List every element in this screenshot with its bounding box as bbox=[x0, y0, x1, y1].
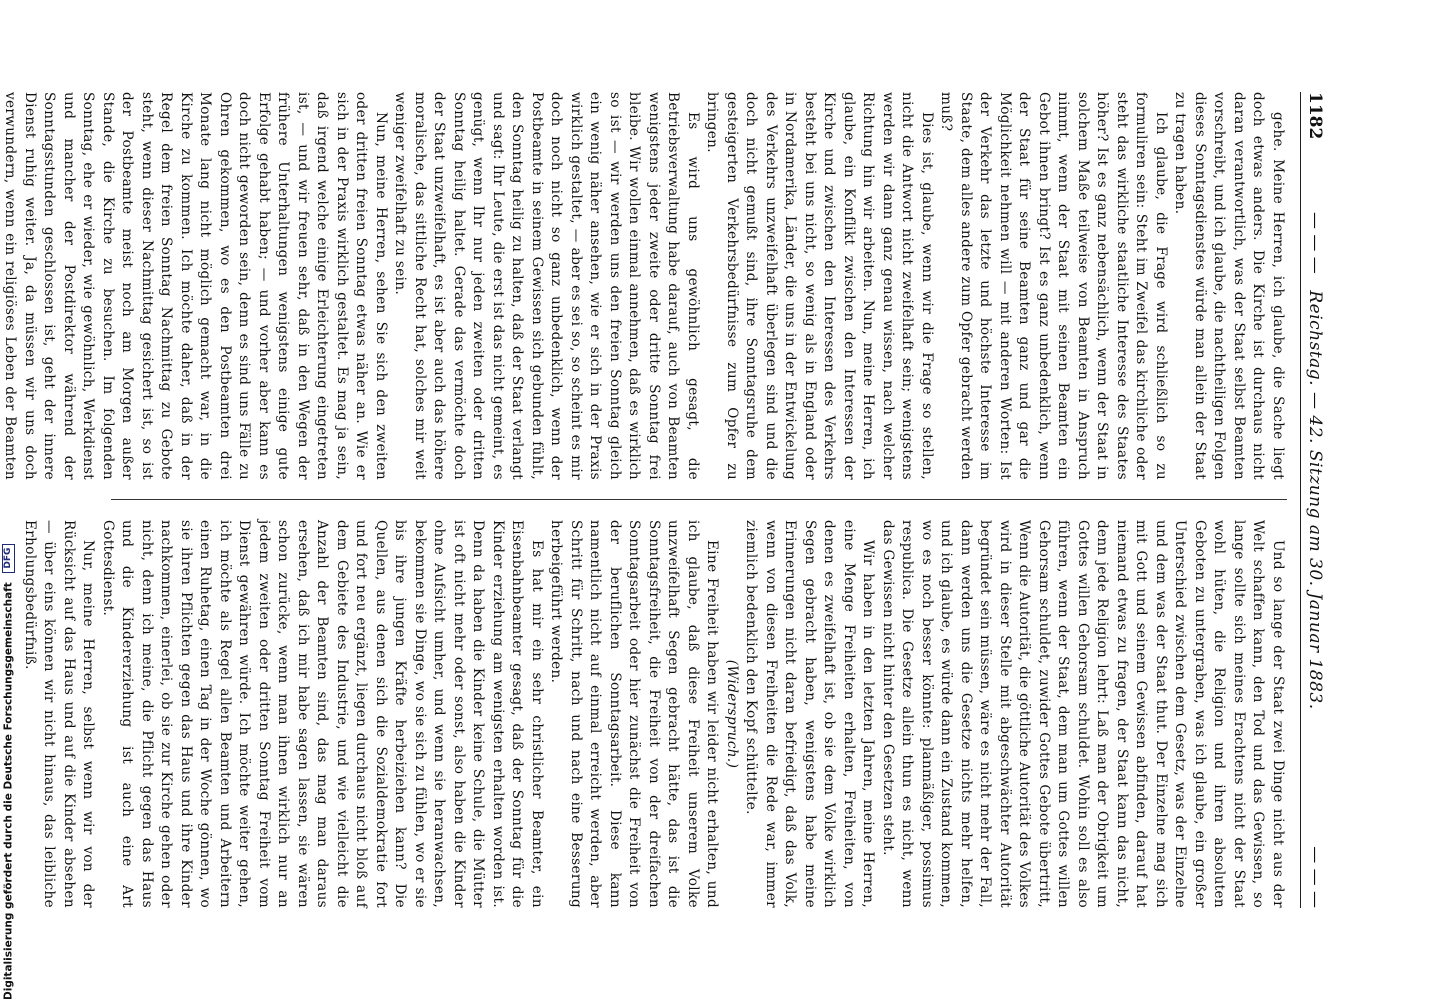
header-dashes-right: — — — bbox=[1305, 846, 1325, 908]
paragraph: Es wird uns gewöhnlich gesagt, die Betriebsverwaltung habe darauf, auch von Beamten wenigstens jeder zweite oder dritte Sonntag frei bleibe. Wir wollen einmal annehmen, daß es wirklich so ist — wir werden uns den freien Sonntag gleich ein wenig näher ansehen, wie er sich in der Praxis wirklich gestaltet, — aber es sei so, so scheint es mir doch noch nicht so ganz unbedenklich, wenn der Postbeamte in seinem Gewissen sich gebunden fühlt, den Sonntag heilig zu halten, daß der Staat verlangt und sagt: Ihr Leute, die erst ist das nicht gemeint, es genügt, wenn Ihr nur jeden zweiten oder dritten Sonntag heilig haltet. Gerade das vermöchte doch der Staat unzweifelhaft, es ist aber auch das höhere moralische, das sittliche Recht hat, solches mir weit weniger zweifelhaft zu sein. bbox=[392, 92, 701, 480]
paragraph: Ich glaube, die Frage wird schließlich so zu formuliren sein: Steht im Zweifel das kirchliche oder steht das wirkliche staatliche Interesse des Staates höher? Ist es ganz nebensächlich, wenn der Staat in solchem Maße teilweise von Beamten in Anspruch nimmt, wenn der Staat mit seinen Beamten ein Gebot ihnen bringt? Ist es ganz unbedenklich, wenn der Staat für seine Beamten ganz und gar die Möglichkeit nehmen will — mit anderen Worten: Ist der Verkehr das letzte und höchste Interesse im Staate, dem alles andere zum Opfer gebracht werden muß? bbox=[938, 92, 1169, 480]
paragraph: Es hat mir ein sehr christlicher Beamter, ein Eisenbahnbeamter gesagt, daß der Sonntag für die Kinder erziehung am wenigsten erhalten worden ist. Denn da haben die Kinder keine Schule, die Mütter ist oft nicht mehr oder sonst, also haben die Kinder ohne Aufsicht umher, und wenn sie heranwachsen, bekommen sie Dinge, wo sie sich zu fühlen, wo er sie bis ihre jungen Kräfte herbeiziehen kann? Die Quellen, aus denen sich die Sozialdemokratie fort und fort neu ergänzt, liegen durchaus nicht bloß auf dem Gebiete des Industrie, und wie vielleicht die Anzahl der Beamten sind, das mag man daraus ersehen, daß ich mir habe sagen lassen, sie wären schon zurücke, wenn man ihnen wirklich nur an jedem zweiten oder dritten Sonntag Freiheit vom Dienst gewähren würde. Ich möchte weiter gehen, ich möchte als Regel allen Beamten und Arbeitern einen Ruhetag, einen Tag in der Woche gönnen, wo sie ihren Pflichten gegen das Haus und ihre Kinder nachkommen, einerlei, ob sie zur Kirche gehen oder nicht, denn ich meine, die Pflicht gegen das Haus und die Kindererziehung ist auch eine Art Gottesdienst. bbox=[100, 520, 545, 908]
header-dashes-left: — — — bbox=[1305, 212, 1325, 274]
paragraph: Dies ist, glaube, wenn wir die Frage so stellen, nicht die Antwort nicht zweifelhaft sein; wenigstens werden wir dann ganz genau wissen, nach welcher Richtung hin wir arbeiten. Nun, meine Herren, ich glaube, ein Konflikt zwischen den Interessen der Kirche und zwischen den Interessen des Verkehrs besteht bei uns nicht, so wenig als in England oder in Nordamerika, Länder, die uns in der Entwickelung des Verkehrs unzweifelhaft überlegen sind und die doch nicht gemußt sind, ihre Sonntagsruhe dem gesteigerten Verkehrsbedürfnisse zum Opfer zu bringen. bbox=[704, 92, 935, 480]
interjection: (Widerspruch.) bbox=[724, 659, 740, 769]
column-divider bbox=[111, 499, 1287, 500]
paragraph: Eine Freiheit haben wir leider nicht erhalten, und ich glaube, daß diese Freiheit unserem Volke unzweifelhaft Segen gebracht hätte, das ist die Sonntagsfreiheit, die Freiheit von der dreifachen Sonntagsarbeit oder hier zunächst die Freiheit von der beruflichen Sonntagsarbeit. Diese kann namentlich nicht auf einmal erreicht werden, aber Schritt für Schritt, nach und nach eine Besserung herbeigeführt werden. bbox=[548, 520, 721, 908]
paragraph: Nur, meine Herren, selbst wenn wir von der Rücksicht auf das Haus und auf die Kinder absehen — über eins können wir nicht hinaus, das leibliche Erholungsbedürfniß. bbox=[22, 520, 97, 908]
running-title: Reichstag. — 42. Sitzung am 30. Januar 1883. bbox=[1305, 290, 1325, 710]
page-number: 1182 bbox=[1305, 92, 1325, 140]
paragraph: Nun, meine Herren, sehen Sie sich den zweiten oder dritten freien Sonntag etwas näher an. Wie er sich in der Praxis wirklich gestaltet. Es mag ja sein, daß irgend welche einige Erleichterung eingetreten ist, — und wir freuen sehr, daß in den Wegen der frühere Unterhaltungen wenigstens einige gute Erfolge gehabt haben; — und vorher aber kann es doch nicht geworden sein, denn es sind uns Fälle zu Ohren gekommen, wo es den Postbeamten drei Monate lang nicht möglich gemacht war, in die Kirche zu kommen. Ich möchte daher, daß in der Regel dem freien Sonntag Nachmittag zu Gebote steht, wenn dieser Nachmittag gesichert ist, so ist der Postbeamte meist noch am Morgen außer Stande, die Kirche zu besuchen. Im folgenden Sonntag, ehe er wieder, wie gewöhnlich, Werkdienst und mancher der Postdirektor während der Sonntagsstunden geschlossen ist, geht der innere Dienst ruhig weiter. Ja, da müssen wir uns doch verwundern, wenn ein religiöses Leben der Beamten bbox=[2, 92, 389, 480]
paragraph: Wir haben in den letzten Jahren, meine Herren, eine Menge Freiheiten erhalten, Freiheiten, von denen es zweifelhaft ist, ob sie dem Volke wirklich Segen gebracht haben, wenigstens habe meine Erinnerungen nicht daran befriedigt, daß das Volk, wenn von diesen Freiheiten die Rede war, immer ziemlich bedenklich den Kopf schüttelte. bbox=[743, 520, 877, 908]
right-column bbox=[22, 520, 1287, 908]
digitization-credit bbox=[2, 0, 16, 1000]
page-header bbox=[1300, 92, 1331, 908]
credit-text: Digitalisierung gefördert durch die Deutsche Forschungsgemeinschaft bbox=[2, 582, 15, 1000]
left-column bbox=[2, 92, 1287, 480]
paragraph: gehe. Meine Herren, ich glaube, die Sache liegt doch etwas anders. Die Kirche ist durchaus nicht daran verantwortlich, was der Staat selbst Beamten vorschreibt, und ich glaube, die nachtheiligen Folgen dieses Sonntagsdienstes würde man allein der Staat zu tragen haben. bbox=[1172, 92, 1286, 480]
dfg-logo-icon: DFG bbox=[2, 544, 15, 573]
paragraph: Und so lange der Staat zwei Dinge nicht aus der Welt schaffen kann, den Tod und das Gewissen, so lange sollte sich meines Erachtens nicht der Staat wohl hüten, die Religion und ihren absoluten Geboten zu untergraben, was ich glaube, ein großer Unterschied zwischen dem Gesetz, was der Einzelne und dem was der Staat thut. Der Einzelne mag sich mit Gott und seinem Gewissen abfinden, darauf hat niemand etwas zu fragen, der Staat kann das nicht, denn jede Religion lehrt: Laß man der Obrigkeit um Gottes willen Gehorsam schuldet. Wohin soll es also führen, wenn der Staat, dem man um Gottes willen Gehorsam schuldet, zuwider Gottes Gebote übertritt, Wenn die Autorität, die göttliche Autorität des Volkes wird in dieser Stelle mit abgeschwächter Autorität begründet sein müssen, wäre es nicht mehr der Fall, dann werden uns die Gesetze nichts mehr helfen, und ich glaube, es würde dann ein Zustand kommen, wo es noch besser könnte: planmäßiger, possimus respublica. Die Gesetze allein thun es nicht, wenn das Gewissen nicht hinter den Gesetzen steht. bbox=[880, 520, 1286, 908]
